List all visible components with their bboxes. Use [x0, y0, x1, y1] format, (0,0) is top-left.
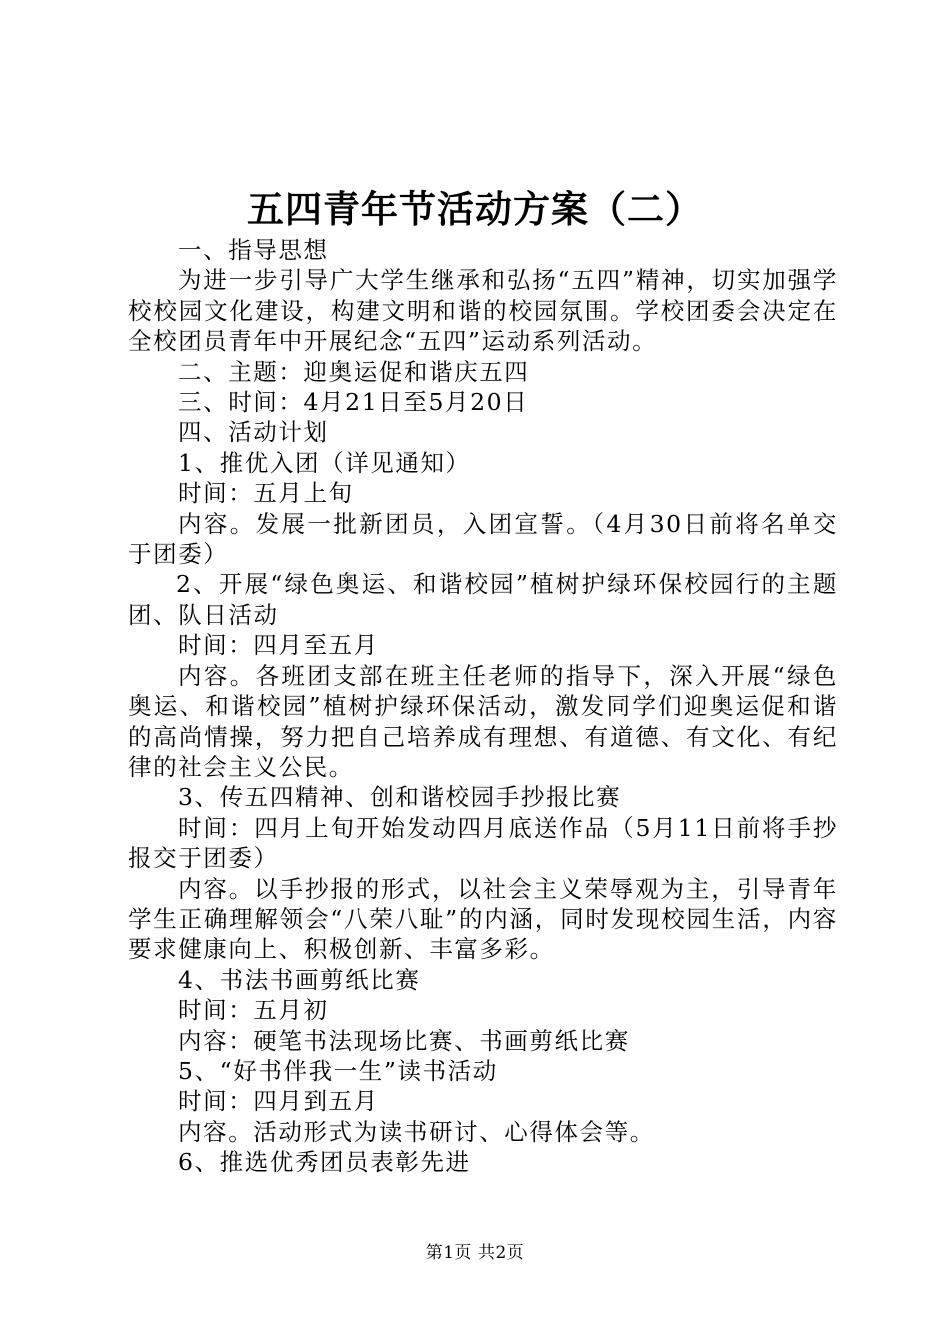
activity-3-content: 内容。以手抄报的形式，以社会主义荣辱观为主，引导青年学生正确理解领会“八荣八耻”的内涵，同时发现校园生活，内容要求健康向上、积极创新、丰富多彩。 [128, 874, 838, 964]
activity-3-time: 时间：四月上旬开始发动四月底送作品（5月11日前将手抄报交于团委） [128, 813, 838, 873]
paragraph-guiding-ideology: 为进一步引导广大学生继承和弘扬“五四”精神，切实加强学校校园文化建设，构建文明和谐的校园氛围。学校团委会决定在全校团员青年中开展纪念“五四”运动系列活动。 [128, 266, 838, 356]
heading-theme: 二、主题：迎奥运促和谐庆五四 [178, 357, 530, 386]
activity-4-content: 内容：硬笔书法现场比赛、书画剪纸比赛 [178, 1026, 630, 1055]
activity-4-time: 时间：五月初 [178, 996, 329, 1025]
activity-6-title: 6、推选优秀团员表彰先进 [178, 1148, 471, 1177]
document-title: 五四青年节活动方案（二） [247, 187, 703, 231]
activity-5-title: 5、“好书伴我一生”读书活动 [178, 1056, 498, 1085]
document-body [128, 235, 838, 1178]
activity-2-title: 2、开展“绿色奥运、和谐校园”植树护绿环保校园行的主题团、队日活动 [128, 570, 838, 629]
heading-guiding-ideology: 一、指导思想 [178, 236, 329, 264]
activity-1-content: 内容。发展一批新团员，入团宣誓。（4月30日前将名单交于团委） [128, 509, 838, 569]
page-footer: 第1页 共2页 [425, 1243, 525, 1263]
activity-2-time: 时间：四月至五月 [178, 631, 379, 660]
activity-1-time: 时间：五月上旬 [178, 479, 354, 508]
activity-3-title: 3、传五四精神、创和谐校园手抄报比赛 [178, 783, 622, 812]
activity-5-time: 时间：四月到五月 [178, 1087, 379, 1116]
heading-activity-plan: 四、活动计划 [178, 418, 329, 447]
activity-4-title: 4、书法书画剪纸比赛 [178, 965, 421, 994]
heading-time: 三、时间：4月21日至5月20日 [178, 388, 529, 417]
activity-5-content: 内容。活动形式为读书研讨、心得体会等。 [178, 1117, 655, 1146]
activity-2-content: 内容。各班团支部在班主任老师的指导下，深入开展“绿色奥运、和谐校园”植树护绿环保活动，激发同学们迎奥运促和谐的高尚情操，努力把自己培养成有理想、有道德、有文化、有纪律的社会主义公民。 [128, 661, 838, 781]
activity-1-title: 1、推优入团（详见通知） [178, 448, 471, 477]
